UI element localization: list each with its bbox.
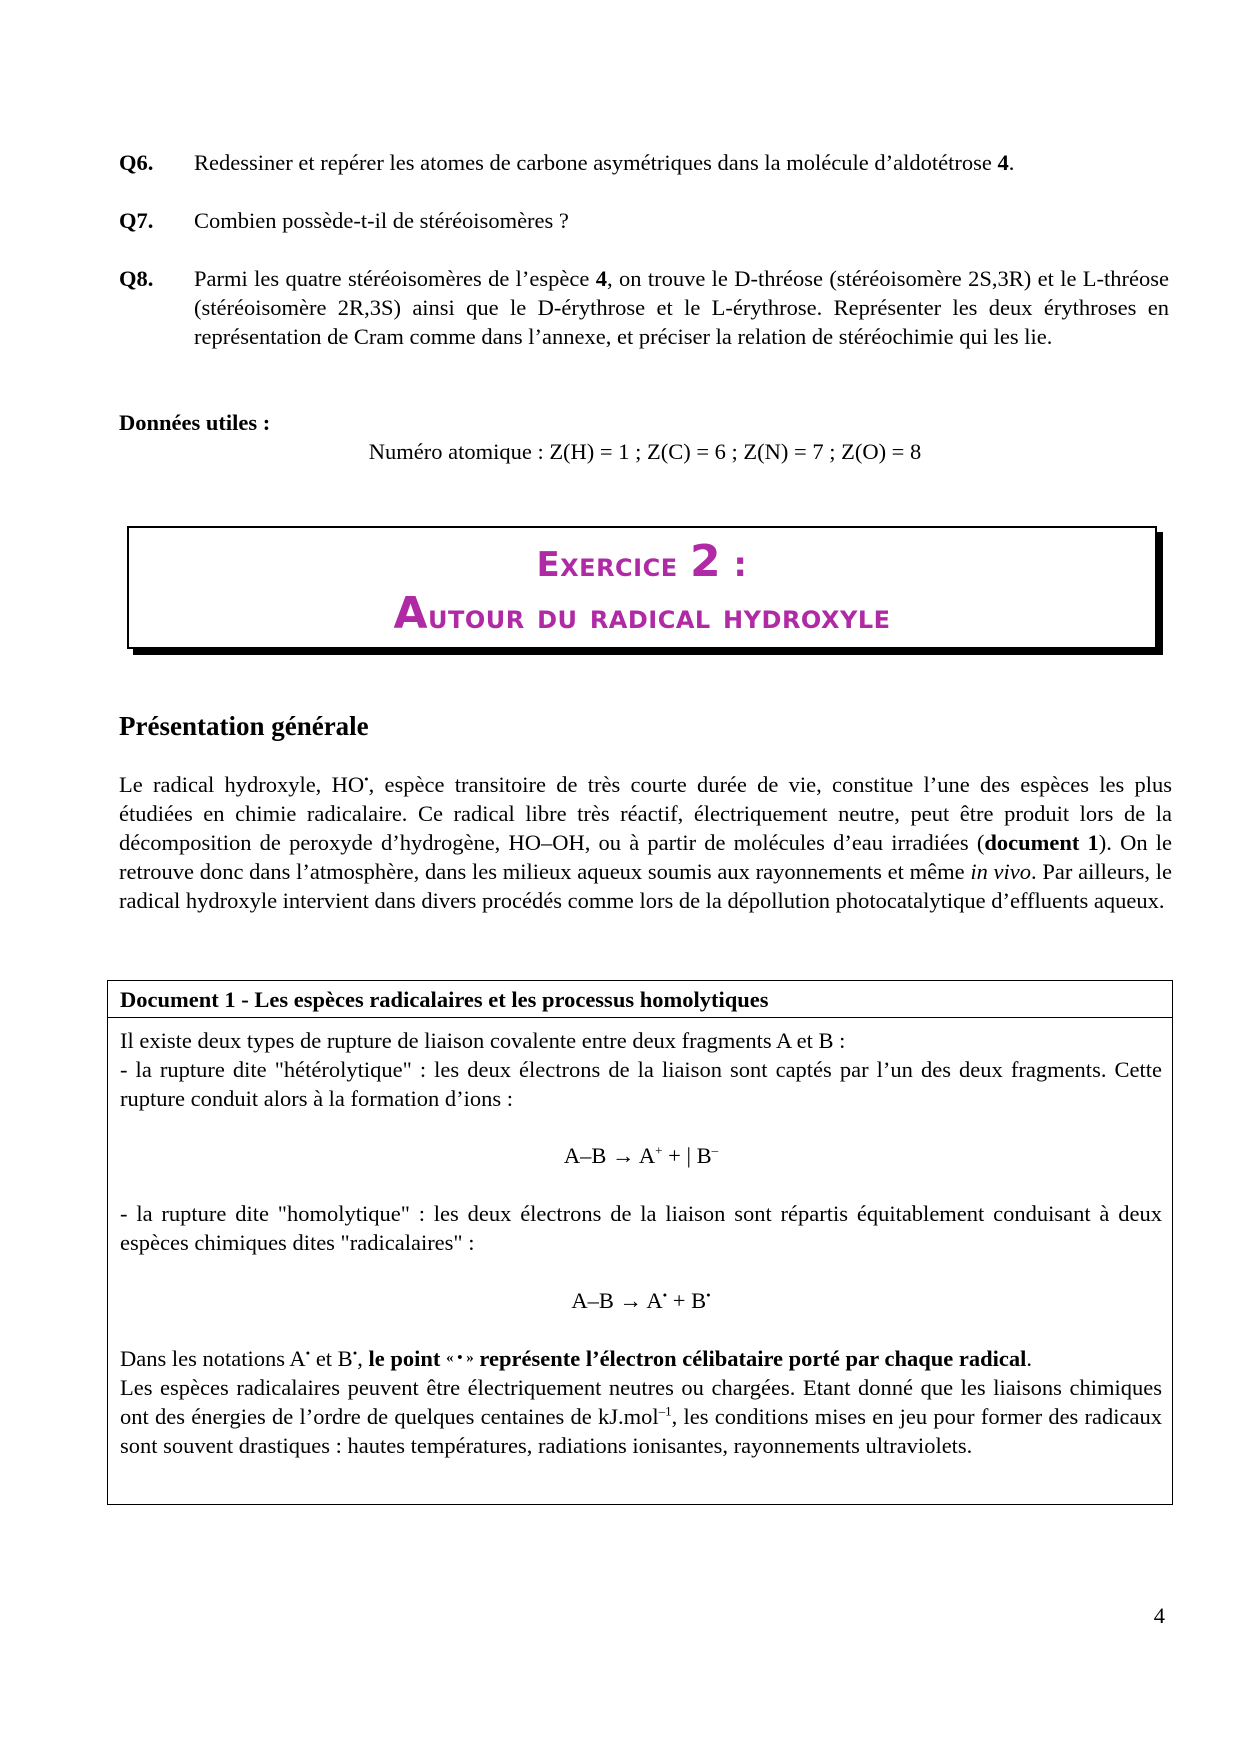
question-text: Combien possède-t-il de stéréoisomères ? (194, 208, 569, 233)
exercise-number-heading: Exercice 2 : (536, 536, 748, 587)
question-q8 (119, 264, 1169, 351)
question-text: Parmi les quatre stéréoisomères de l’espèce 4, on trouve le D-thréose (stéréoisomère 2S,3R) et le L-thréose (stéréoisomère 2R,3S) ainsi que le D-érythrose et le L-érythrose. Représenter les deux érythroses en représentation de Cram comme dans l’annexe, et préciser la relation de stéréochimie qui les lie. (194, 266, 1170, 349)
equation-heterolytic: A–B → A+ + | B– (563, 1142, 719, 1168)
document-1-line1: Il existe deux types de rupture de liaison covalente entre deux fragments A et B : (120, 1028, 846, 1053)
document-1-homolytic: - la rupture dite "homolytique" : les deux électrons de la liaison sont répartis équitablement conduisant à deux espèces chimiques dites "radicalaires" : (120, 1201, 1162, 1255)
exercise-title: Autour du radical hydroxyle (393, 588, 891, 639)
donnees-text: Numéro atomique : Z(H) = 1 ; Z(C) = 6 ; Z(N) = 7 ; Z(O) = 8 (368, 439, 922, 464)
equation-homolytic: A–B → A• + B• (571, 1287, 711, 1313)
question-number: Q8. (119, 266, 154, 291)
intro-paragraph: Le radical hydroxyle, HO•, espèce transitoire de très courte durée de vie, constitue l’une des espèces les plus étudiées en chimie radicalaire. Ce radical libre très réactif, électriquement neutre, peut être produit lors de la décomposition de peroxyde d’hydrogène, HO–OH, ou à partir de molécules d’eau irradiées (document 1). On le retrouve donc dans l’atmosphère, dans les milieux aqueux soumis aux rayonnements et même in vivo. Par ailleurs, le radical hydroxyle intervient dans divers procédés comme lors de la dépollution photocatalytique d’effluents aqueux. (119, 771, 1173, 913)
document-1-conditions: Les espèces radicalaires peuvent être électriquement neutres ou chargées. Etant donné que les liaisons chimiques ont des énergies de l’ordre de quelques centaines de kJ.mol$^{-1}$, les conditions mises en jeu pour former des radicaux sont souvent drastiques : hautes températures, radiations ionisantes, rayonnements ultraviolets. (120, 1375, 1163, 1458)
page-number: 4 (1153, 1603, 1165, 1628)
donnees-label: Données utiles : (119, 410, 271, 435)
section-heading: Présentation générale (119, 711, 369, 741)
document-1-box (107, 980, 1173, 1505)
document-1-header (108, 981, 1172, 1018)
document-1-notation: Dans les notations A• et B•, le point « • » représente l’électron célibataire porté par chaque radical. (120, 1345, 1032, 1371)
question-number: Q7. (119, 208, 154, 233)
question-number: Q6. (119, 150, 154, 175)
document-1-title: Document 1 - Les espèces radicalaires et les processus homolytiques (120, 987, 769, 1012)
question-text: Redessiner et repérer les atomes de carbone asymétriques dans la molécule d’aldotétrose 4. (194, 150, 1015, 175)
exercise-title-box (127, 526, 1157, 649)
document-1-heterolytic: - la rupture dite "hétérolytique" : les deux électrons de la liaison sont captés par l’un des deux fragments. Cette rupture conduit alors à la formation d’ions : (120, 1057, 1162, 1111)
question-q7 (119, 206, 1169, 235)
question-q6 (119, 148, 1169, 177)
